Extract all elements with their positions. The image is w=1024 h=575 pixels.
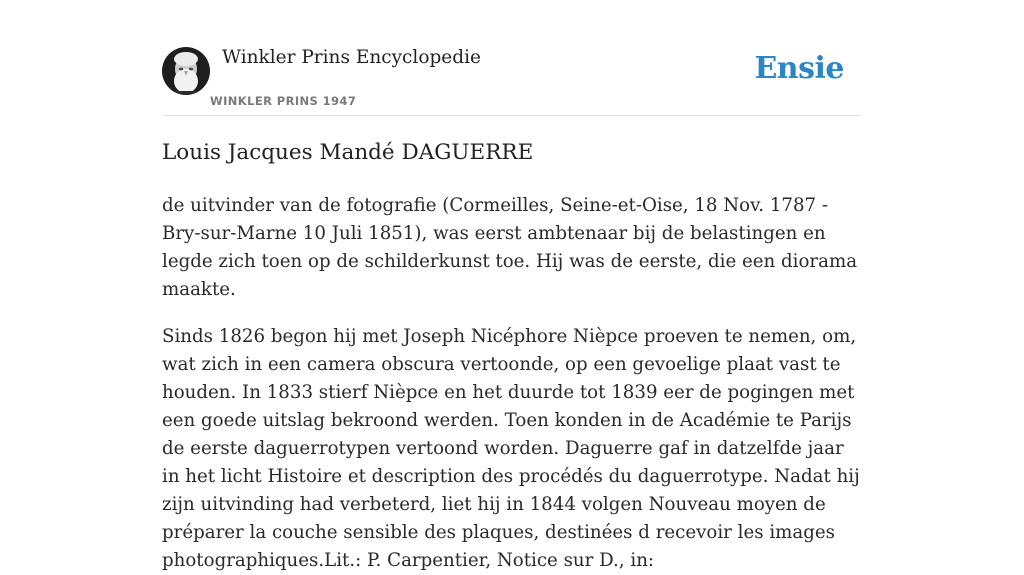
source-subtitle: WINKLER PRINS 1947 (210, 94, 357, 108)
avatar[interactable] (162, 47, 210, 95)
article-title: Louis Jacques Mandé DAGUERRE (162, 140, 534, 165)
article-paragraph: Sinds 1826 begon hij met Joseph Nicéphore Nièpce proeven te nemen, om, wat zich in een camera obscura vertoonde, op een gevoelige plaat vast te houden. In 1833 stierf Nièpce en het duurde tot 1839 eer de pogingen met een goede uitslag bekroond werden. Toen konden in de Académie te Parijs de eerste daguerrotypen vertoond worden. Daguerre gaf in datzelfde jaar in het licht Histoire et description des procédés du daguerrotype. Nadat hij zijn uitvinding had verbeterd, liet hij in 1844 volgen Nouveau moyen de préparer la couche sensible des plaques, destinées d recevoir les images photographiques.Lit.: P. Carpentier, Notice sur D., in: (162, 326, 860, 571)
article-body (162, 192, 862, 575)
brand-logo[interactable]: Ensie (754, 51, 844, 86)
source-title[interactable]: Winkler Prins Encyclopedie (222, 47, 481, 68)
article-paragraph: de uitvinder van de fotografie (Cormeilles, Seine-et-Oise, 18 Nov. 1787 - Bry-sur-Marne 10 Juli 1851), was eerst ambtenaar bij de belastingen en legde zich toen op de schilderkunst toe. Hij was de eerste, die een diorama maakte. (162, 195, 858, 300)
source-header (162, 46, 862, 116)
